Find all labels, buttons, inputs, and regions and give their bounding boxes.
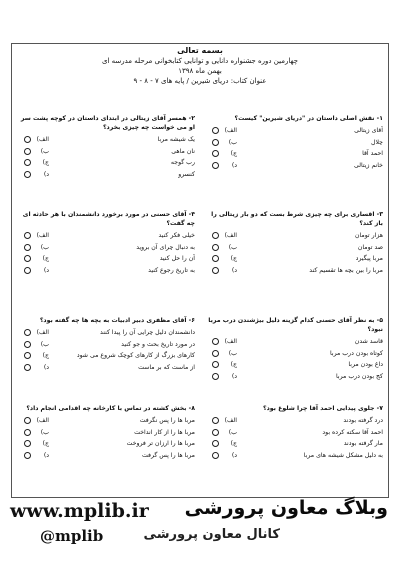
- answer-option[interactable]: [20, 146, 195, 158]
- option-letter: الف): [224, 417, 237, 425]
- answer-option[interactable]: [208, 265, 383, 277]
- option-text: به تاریخ رجوع کنید: [148, 267, 195, 275]
- option-text: مار گرفته بودند: [343, 440, 383, 448]
- answer-bubble-icon[interactable]: [212, 127, 219, 134]
- answer-bubble-icon[interactable]: [24, 159, 31, 166]
- answer-bubble-icon[interactable]: [24, 136, 31, 143]
- answer-bubble-icon[interactable]: [24, 244, 31, 251]
- option-letter: الف): [36, 329, 49, 337]
- option-letter: د): [43, 452, 49, 460]
- answer-option[interactable]: [208, 160, 383, 172]
- option-letter: ب): [40, 340, 49, 348]
- answer-bubble-icon[interactable]: [24, 329, 31, 336]
- option-letter: ج): [42, 255, 49, 263]
- option-text: درد گرفته بودند: [343, 417, 383, 425]
- option-letter: الف): [224, 232, 237, 240]
- answer-bubble-icon[interactable]: [24, 352, 31, 359]
- option-text: کارهای بزرگ از کارهای کوچک شروع می شود: [76, 352, 195, 360]
- answer-bubble-icon[interactable]: [212, 232, 219, 239]
- answer-option[interactable]: [208, 253, 383, 265]
- answer-option[interactable]: [20, 242, 195, 254]
- option-text: یک شیشه مربا: [157, 136, 195, 144]
- question-5: [208, 316, 383, 382]
- answer-option[interactable]: [208, 438, 383, 450]
- option-letter: ب): [228, 428, 237, 436]
- blog-watermark: وبلاگ معاون پرورشی: [184, 497, 388, 519]
- option-text: نان ماهی: [171, 147, 195, 155]
- option-letter: الف): [36, 232, 49, 240]
- question-stem: ۳- اقساری برای چه چیزی شرط بست که دو بار زیتالی را باز کند؟: [211, 211, 383, 227]
- option-letter: الف): [224, 127, 237, 135]
- question-stem: ۲- همسر آقای زیتالی در ابتدای داستان در کوچه پشت سر او می خواست چه چیزی بخرد؟: [20, 115, 195, 131]
- answer-option[interactable]: [208, 148, 383, 160]
- question-1: [208, 114, 383, 171]
- answer-option[interactable]: [20, 350, 195, 362]
- option-text: دانشمندان دلیل چرایی آن را پیدا کنند: [100, 329, 195, 337]
- answer-bubble-icon[interactable]: [212, 267, 219, 274]
- option-letter: د): [231, 267, 237, 275]
- option-text: آن را حل کنید: [159, 255, 195, 263]
- answer-option[interactable]: [20, 265, 195, 277]
- option-letter: ج): [230, 440, 237, 448]
- option-letter: ب): [228, 349, 237, 357]
- question-stem: ۵- به نظر آقای حسنی کدام گزینه دلیل بیژشندن درب مربا نبود؟: [208, 317, 383, 333]
- answer-option[interactable]: [208, 348, 383, 360]
- answer-bubble-icon[interactable]: [24, 148, 31, 155]
- option-letter: ج): [230, 361, 237, 369]
- option-text: مربا پیگیرد: [355, 255, 383, 263]
- answer-bubble-icon[interactable]: [212, 255, 219, 262]
- option-text: کوتاه بودن درب مربا: [329, 349, 383, 357]
- option-text: خانم زیتالی: [353, 162, 383, 170]
- answer-option[interactable]: [20, 157, 195, 169]
- answer-bubble-icon[interactable]: [212, 150, 219, 157]
- answer-bubble-icon[interactable]: [212, 139, 219, 146]
- answer-option[interactable]: [208, 450, 383, 462]
- option-letter: ج): [42, 159, 49, 167]
- option-text: مربا ها را پس نگرفت: [139, 417, 195, 425]
- option-text: کج بودن درب مربا: [336, 373, 383, 381]
- answer-bubble-icon[interactable]: [212, 417, 219, 424]
- handle-watermark: @mplib: [40, 527, 104, 545]
- option-text: احمد آقا سکته کرده بود: [322, 428, 383, 436]
- answer-option[interactable]: [208, 125, 383, 137]
- answer-bubble-icon[interactable]: [212, 338, 219, 345]
- answer-option[interactable]: [20, 230, 195, 242]
- answer-bubble-icon[interactable]: [212, 244, 219, 251]
- option-letter: د): [231, 373, 237, 381]
- option-letter: ج): [230, 150, 237, 158]
- question-stem: ۸- بخش کشته در تماس با کارخانه چه اقدامی انجام داد؟: [26, 405, 195, 412]
- channel-watermark: کانال معاون پرورشی: [143, 527, 280, 542]
- option-letter: د): [43, 171, 49, 179]
- answer-option[interactable]: [208, 371, 383, 383]
- option-letter: الف): [224, 338, 237, 346]
- option-text: در مورد تاریخ بحث و جو کنید: [121, 340, 195, 348]
- site-watermark: www.mplib.ir: [10, 500, 149, 522]
- answer-bubble-icon[interactable]: [212, 452, 219, 459]
- option-letter: ج): [230, 255, 237, 263]
- answer-bubble-icon[interactable]: [24, 232, 31, 239]
- answer-bubble-icon[interactable]: [212, 373, 219, 380]
- option-text: از ماست که بر ماست: [138, 364, 195, 372]
- answer-bubble-icon[interactable]: [212, 429, 219, 436]
- answer-option[interactable]: [208, 427, 383, 439]
- question-2: [20, 114, 195, 180]
- option-letter: ب): [228, 138, 237, 146]
- answer-option[interactable]: [208, 137, 383, 149]
- answer-option[interactable]: [20, 339, 195, 351]
- option-letter: د): [43, 267, 49, 275]
- option-text: چلال: [370, 138, 383, 146]
- option-text: مربا را بین بچه ها تقسیم کند: [309, 267, 383, 275]
- question-stem: ۴- آقای حسنی در مورد برخورد دانشمندان با هر حادثه ای چه گفت؟: [22, 211, 195, 227]
- exam-header: [12, 44, 388, 86]
- option-text: داغ بودن مربا: [348, 361, 383, 369]
- answer-option[interactable]: [20, 134, 195, 146]
- answer-bubble-icon[interactable]: [212, 162, 219, 169]
- option-letter: ج): [42, 440, 49, 448]
- answer-option[interactable]: [208, 230, 383, 242]
- question-6: [20, 316, 195, 373]
- question-7: [208, 404, 383, 461]
- option-text: احمد آقا: [362, 150, 383, 158]
- option-letter: ب): [40, 243, 49, 251]
- question-stem: ۶- آقای مظفری دبیر ادبیات به بچه ها چه گفته بود؟: [39, 317, 195, 324]
- answer-option[interactable]: [20, 438, 195, 450]
- option-text: به دلیل مشکل شیشه های مربا: [303, 452, 383, 460]
- question-8: [20, 404, 195, 461]
- answer-option[interactable]: [20, 362, 195, 374]
- option-letter: الف): [36, 136, 49, 144]
- option-letter: د): [231, 162, 237, 170]
- option-text: آقای زیتالی: [354, 127, 383, 135]
- question-3: [208, 210, 383, 276]
- option-letter: د): [43, 364, 49, 372]
- answer-bubble-icon[interactable]: [24, 364, 31, 371]
- option-text: خیلی فکر کنید: [158, 232, 195, 240]
- exam-sheet: [11, 43, 389, 498]
- answer-bubble-icon[interactable]: [24, 417, 31, 424]
- option-text: مربا ها را پس گرفت: [141, 452, 195, 460]
- answer-bubble-icon[interactable]: [24, 341, 31, 348]
- answer-bubble-icon[interactable]: [212, 361, 219, 368]
- answer-option[interactable]: [20, 169, 195, 181]
- option-text: قاسد شدن: [354, 338, 383, 346]
- option-letter: د): [231, 452, 237, 460]
- option-text: مربا ها را از کار انداخت: [134, 428, 195, 436]
- answer-bubble-icon[interactable]: [24, 267, 31, 274]
- option-text: مربا ها را ارزان تر فروخت: [126, 440, 195, 448]
- option-letter: الف): [36, 417, 49, 425]
- book-title: عنوان کتاب: دریای شیرین / پایه های ۷ - ۸ - ۹: [133, 77, 267, 85]
- exam-date: بهمن ماه ۱۳۹۸: [178, 67, 222, 75]
- option-text: صد تومان: [357, 243, 383, 251]
- option-text: هزار تومان: [354, 232, 383, 240]
- answer-option[interactable]: [20, 253, 195, 265]
- option-letter: ب): [40, 147, 49, 155]
- option-text: کنسرو: [178, 171, 195, 179]
- option-text: به دنبال چرای آن بروید: [136, 243, 195, 251]
- answer-bubble-icon[interactable]: [24, 452, 31, 459]
- answer-option[interactable]: [208, 336, 383, 348]
- question-4: [20, 210, 195, 276]
- answer-option[interactable]: [208, 242, 383, 254]
- option-letter: ب): [228, 243, 237, 251]
- answer-bubble-icon[interactable]: [24, 429, 31, 436]
- option-letter: ج): [42, 352, 49, 360]
- exam-title: چهارمین دوره جشنواره دانایی و توانایی کتابخوانی مرحله مدرسه ای: [101, 57, 299, 65]
- answer-bubble-icon[interactable]: [24, 171, 31, 178]
- answer-option[interactable]: [208, 415, 383, 427]
- answer-option[interactable]: [20, 450, 195, 462]
- answer-option[interactable]: [20, 427, 195, 439]
- option-text: رب گوجه: [170, 159, 195, 167]
- bismillah: بسمه تعالی: [177, 46, 223, 55]
- question-stem: ۱- نقش اصلی داستان در "دریای شیرین" کیست؟: [234, 115, 383, 122]
- answer-bubble-icon[interactable]: [24, 255, 31, 262]
- answer-bubble-icon[interactable]: [24, 440, 31, 447]
- answer-option[interactable]: [208, 359, 383, 371]
- option-letter: ب): [40, 428, 49, 436]
- answer-option[interactable]: [20, 327, 195, 339]
- question-stem: ۷- جلوی پیدایی احمد آقا چرا شلوغ بود؟: [262, 405, 383, 412]
- answer-option[interactable]: [20, 415, 195, 427]
- answer-bubble-icon[interactable]: [212, 350, 219, 357]
- answer-bubble-icon[interactable]: [212, 440, 219, 447]
